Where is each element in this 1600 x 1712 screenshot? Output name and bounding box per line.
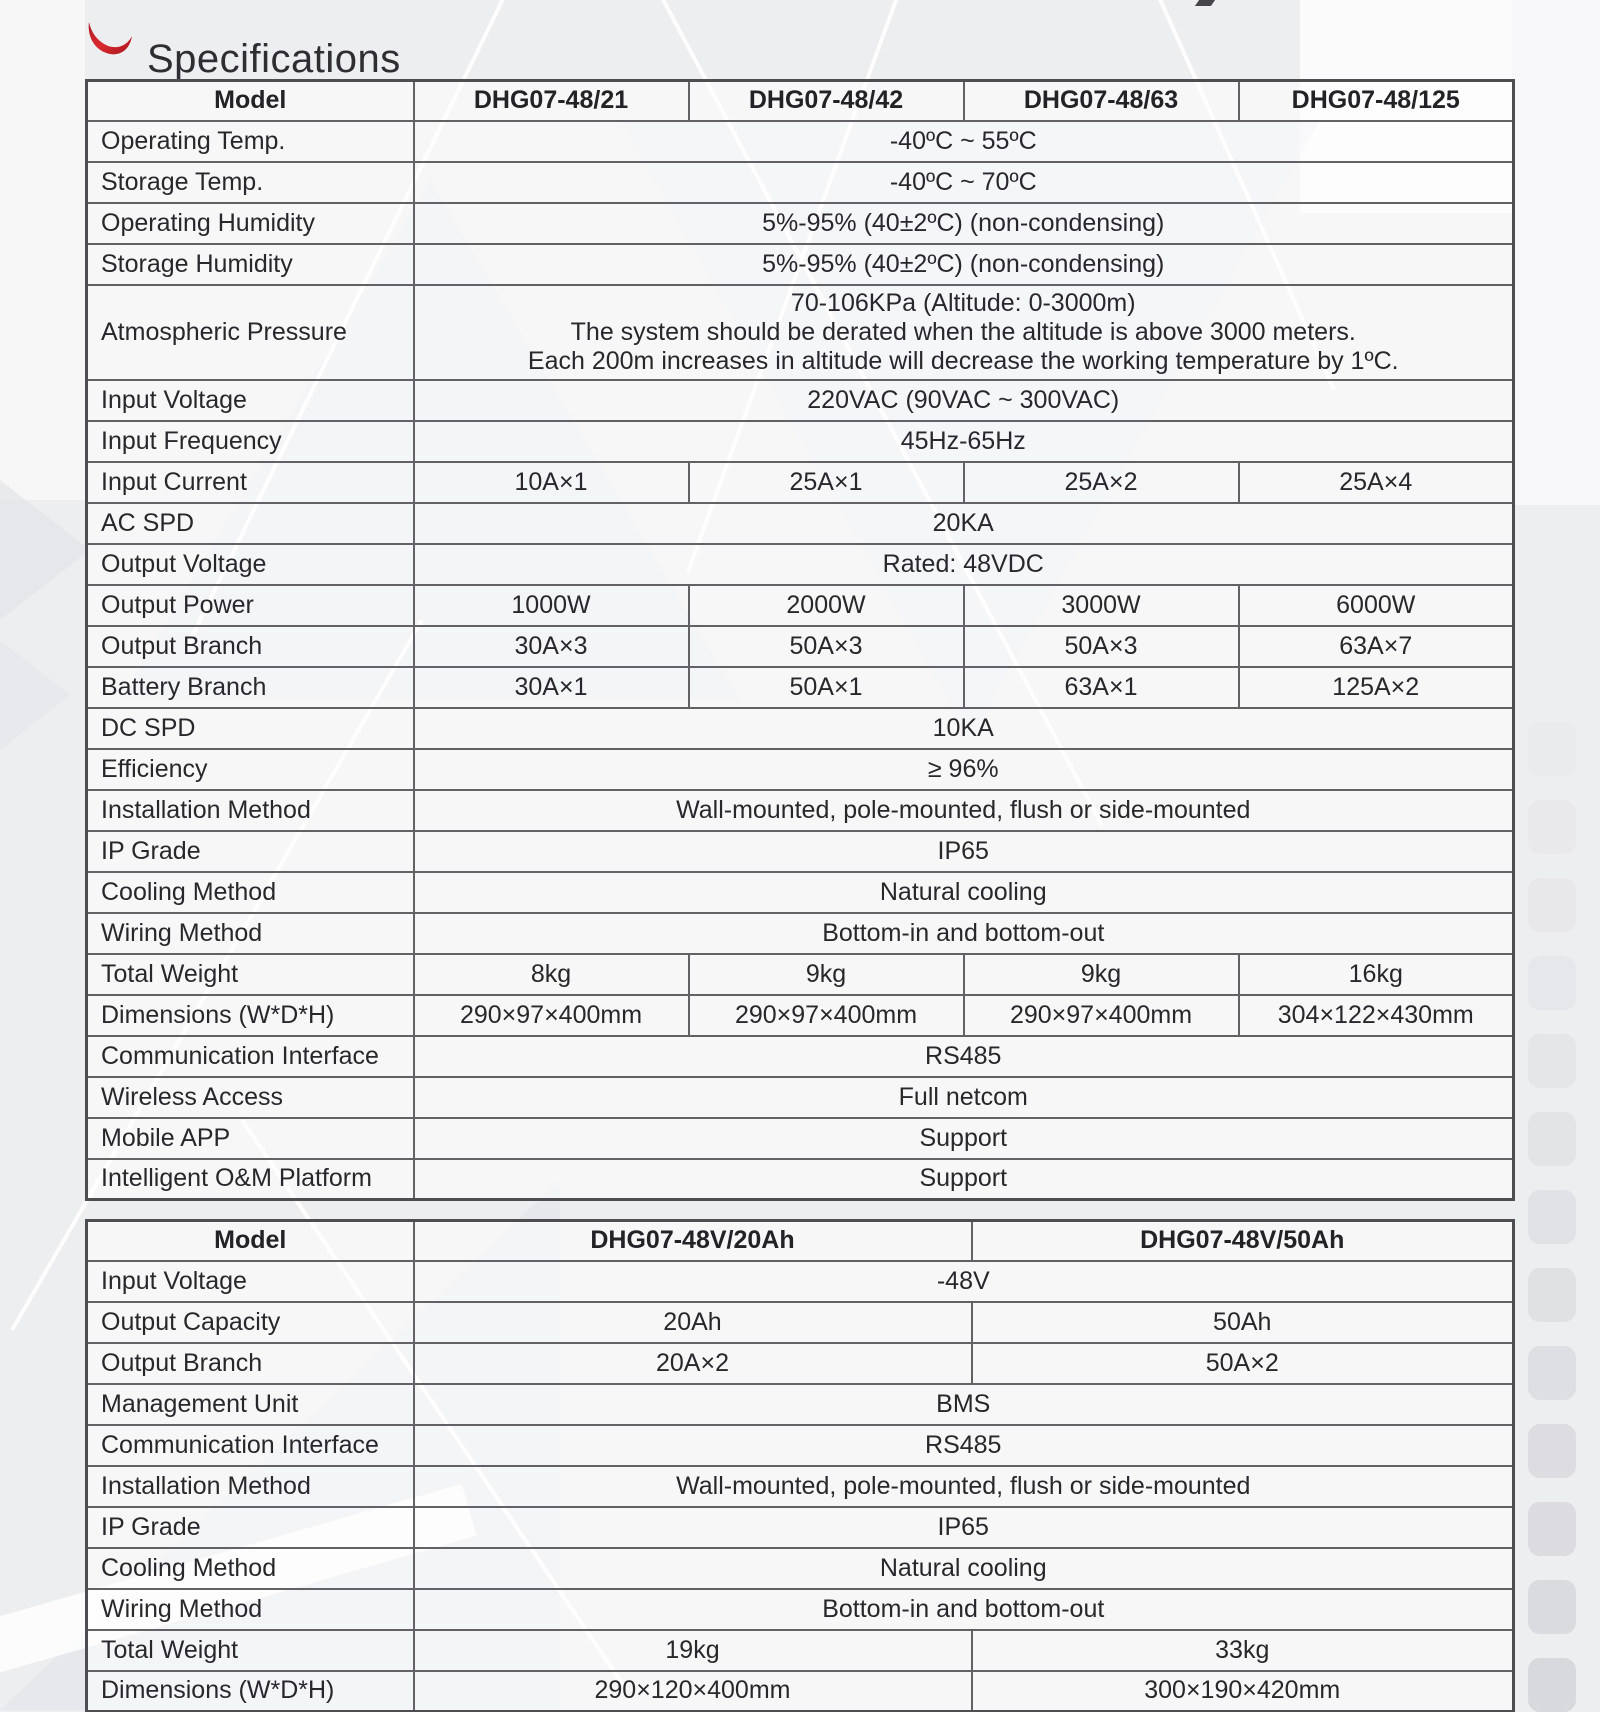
edge-chip <box>1528 800 1576 854</box>
table-row <box>87 1077 1514 1118</box>
row-label: Output Voltage <box>87 544 414 585</box>
table-row <box>87 503 1514 544</box>
row-value: 2000W <box>689 585 964 626</box>
row-value: 50A×2 <box>972 1343 1514 1384</box>
row-value: 9kg <box>689 954 964 995</box>
row-value: 290×97×400mm <box>689 995 964 1036</box>
table-row <box>87 203 1514 244</box>
row-value: 8kg <box>414 954 689 995</box>
row-value: 30A×3 <box>414 626 689 667</box>
row-value: 50A×3 <box>964 626 1239 667</box>
table-row <box>87 1671 1514 1712</box>
table-row <box>87 1466 1514 1507</box>
row-value: 300×190×420mm <box>972 1671 1514 1712</box>
row-label: Intelligent O&M Platform <box>87 1159 414 1200</box>
row-value: 3000W <box>964 585 1239 626</box>
row-label: Total Weight <box>87 954 414 995</box>
row-value: Natural cooling <box>414 872 1514 913</box>
row-value: 25A×4 <box>1239 462 1514 503</box>
table-row <box>87 913 1514 954</box>
table-header-row <box>87 81 1514 121</box>
row-label: Wiring Method <box>87 913 414 954</box>
row-label: Wireless Access <box>87 1077 414 1118</box>
row-label: Output Capacity <box>87 1302 414 1343</box>
table-row <box>87 708 1514 749</box>
row-label: Storage Temp. <box>87 162 414 203</box>
header-model-name: DHG07-48/125 <box>1239 81 1514 121</box>
table-row <box>87 1036 1514 1077</box>
row-value: 10A×1 <box>414 462 689 503</box>
specifications-table-power-system <box>85 79 1515 1201</box>
row-value: Wall-mounted, pole-mounted, flush or side-mounted <box>414 1466 1514 1507</box>
row-value: 1000W <box>414 585 689 626</box>
row-value: 6000W <box>1239 585 1514 626</box>
row-value: RS485 <box>414 1036 1514 1077</box>
row-label: Mobile APP <box>87 1118 414 1159</box>
row-value: 125A×2 <box>1239 667 1514 708</box>
row-value: 5%-95% (40±2ºC) (non-condensing) <box>414 244 1514 285</box>
row-label: AC SPD <box>87 503 414 544</box>
row-label: Dimensions (W*D*H) <box>87 995 414 1036</box>
table-row <box>87 244 1514 285</box>
table-row <box>87 544 1514 585</box>
row-label: Input Voltage <box>87 1261 414 1302</box>
row-label: Output Power <box>87 585 414 626</box>
header-model-name: DHG07-48V/20Ah <box>414 1221 972 1261</box>
table-header-row <box>87 1221 1514 1261</box>
row-value: 33kg <box>972 1630 1514 1671</box>
table-row <box>87 1261 1514 1302</box>
table-row <box>87 1302 1514 1343</box>
table-row <box>87 749 1514 790</box>
row-label: Operating Temp. <box>87 121 414 162</box>
row-label: Input Voltage <box>87 380 414 421</box>
table-row <box>87 790 1514 831</box>
edge-chip <box>1528 1580 1576 1634</box>
row-value: IP65 <box>414 1507 1514 1548</box>
cropped-glyph-fragment <box>1195 0 1215 6</box>
row-value: 50A×3 <box>689 626 964 667</box>
edge-chip <box>1528 1658 1576 1712</box>
row-label: Efficiency <box>87 749 414 790</box>
row-value: 20Ah <box>414 1302 972 1343</box>
row-value: 220VAC (90VAC ~ 300VAC) <box>414 380 1514 421</box>
edge-chip <box>1528 1112 1576 1166</box>
table-row <box>87 954 1514 995</box>
row-value: 45Hz-65Hz <box>414 421 1514 462</box>
header-model-name: DHG07-48V/50Ah <box>972 1221 1514 1261</box>
edge-chip <box>1528 1346 1576 1400</box>
row-value-line: The system should be derated when the altitude is above 3000 meters. <box>570 317 1356 346</box>
row-label: Dimensions (W*D*H) <box>87 1671 414 1712</box>
row-value: 9kg <box>964 954 1239 995</box>
row-label: Communication Interface <box>87 1036 414 1077</box>
row-value: Rated: 48VDC <box>414 544 1514 585</box>
table-row <box>87 995 1514 1036</box>
table-row <box>87 1589 1514 1630</box>
row-value: BMS <box>414 1384 1514 1425</box>
row-value: 20KA <box>414 503 1514 544</box>
table-row <box>87 585 1514 626</box>
row-value: -40ºC ~ 70ºC <box>414 162 1514 203</box>
table-row <box>87 1384 1514 1425</box>
table-row <box>87 626 1514 667</box>
table-row <box>87 1343 1514 1384</box>
red-crescent-icon <box>86 20 134 58</box>
edge-chip <box>1528 1268 1576 1322</box>
row-value: 19kg <box>414 1630 972 1671</box>
row-label: Cooling Method <box>87 1548 414 1589</box>
row-value: -48V <box>414 1261 1514 1302</box>
row-value: 20A×2 <box>414 1343 972 1384</box>
table-row <box>87 872 1514 913</box>
row-label: Input Frequency <box>87 421 414 462</box>
row-value: Bottom-in and bottom-out <box>414 913 1514 954</box>
table-row <box>87 1118 1514 1159</box>
edge-chip <box>1528 1424 1576 1478</box>
row-value: Bottom-in and bottom-out <box>414 1589 1514 1630</box>
row-label: DC SPD <box>87 708 414 749</box>
table-row <box>87 1159 1514 1200</box>
row-value-line: Each 200m increases in altitude will decrease the working temperature by 1ºC. <box>527 346 1399 375</box>
table-row <box>87 831 1514 872</box>
header-model-name: DHG07-48/42 <box>689 81 964 121</box>
row-label: IP Grade <box>87 831 414 872</box>
row-label: Cooling Method <box>87 872 414 913</box>
row-value: Wall-mounted, pole-mounted, flush or side-mounted <box>414 790 1514 831</box>
row-value: 290×97×400mm <box>964 995 1239 1036</box>
row-value-line: 70-106KPa (Altitude: 0-3000m) <box>790 288 1136 317</box>
table-row <box>87 285 1514 380</box>
header-model-name: DHG07-48/21 <box>414 81 689 121</box>
row-value: 16kg <box>1239 954 1514 995</box>
row-value: 50Ah <box>972 1302 1514 1343</box>
table-row <box>87 462 1514 503</box>
edge-chip <box>1528 1190 1576 1244</box>
row-value: 290×120×400mm <box>414 1671 972 1712</box>
row-value: 25A×1 <box>689 462 964 503</box>
page-title: Specifications <box>147 36 401 81</box>
edge-chip <box>1528 956 1576 1010</box>
row-label: Communication Interface <box>87 1425 414 1466</box>
edge-chip <box>1528 878 1576 932</box>
background-highlight-leftmargin <box>0 0 85 500</box>
row-label: Input Current <box>87 462 414 503</box>
row-value: 10KA <box>414 708 1514 749</box>
row-label: Installation Method <box>87 1466 414 1507</box>
table-row <box>87 421 1514 462</box>
row-value <box>414 285 1514 380</box>
row-value: 290×97×400mm <box>414 995 689 1036</box>
header-model-label: Model <box>87 81 414 121</box>
background-chevron <box>0 640 70 750</box>
specifications-table-battery <box>85 1219 1515 1712</box>
edge-chip <box>1528 1034 1576 1088</box>
row-label: Management Unit <box>87 1384 414 1425</box>
table-row <box>87 162 1514 203</box>
table-row <box>87 1507 1514 1548</box>
row-value: 5%-95% (40±2ºC) (non-condensing) <box>414 203 1514 244</box>
background-highlight-rightmargin <box>1512 0 1600 505</box>
row-value: Full netcom <box>414 1077 1514 1118</box>
row-value: -40ºC ~ 55ºC <box>414 121 1514 162</box>
row-label: Atmospheric Pressure <box>87 285 414 380</box>
table-row <box>87 121 1514 162</box>
row-value: 50A×1 <box>689 667 964 708</box>
row-value: 63A×7 <box>1239 626 1514 667</box>
row-value: 25A×2 <box>964 462 1239 503</box>
row-label: Output Branch <box>87 626 414 667</box>
row-label: Storage Humidity <box>87 244 414 285</box>
row-value: Support <box>414 1118 1514 1159</box>
row-value: IP65 <box>414 831 1514 872</box>
row-value: ≥ 96% <box>414 749 1514 790</box>
table-row <box>87 1548 1514 1589</box>
row-value: Natural cooling <box>414 1548 1514 1589</box>
row-value: Support <box>414 1159 1514 1200</box>
row-label: Operating Humidity <box>87 203 414 244</box>
row-value: 30A×1 <box>414 667 689 708</box>
row-label: Wiring Method <box>87 1589 414 1630</box>
edge-chip <box>1528 1502 1576 1556</box>
table-row <box>87 380 1514 421</box>
table-row <box>87 667 1514 708</box>
row-label: Installation Method <box>87 790 414 831</box>
table-row <box>87 1630 1514 1671</box>
row-label: Battery Branch <box>87 667 414 708</box>
header-model-label: Model <box>87 1221 414 1261</box>
table-row <box>87 1425 1514 1466</box>
row-label: Output Branch <box>87 1343 414 1384</box>
background-chevron <box>0 480 90 620</box>
row-value: RS485 <box>414 1425 1514 1466</box>
header-model-name: DHG07-48/63 <box>964 81 1239 121</box>
row-value: 63A×1 <box>964 667 1239 708</box>
row-value: 304×122×430mm <box>1239 995 1514 1036</box>
row-label: Total Weight <box>87 1630 414 1671</box>
row-label: IP Grade <box>87 1507 414 1548</box>
edge-chip <box>1528 722 1576 776</box>
